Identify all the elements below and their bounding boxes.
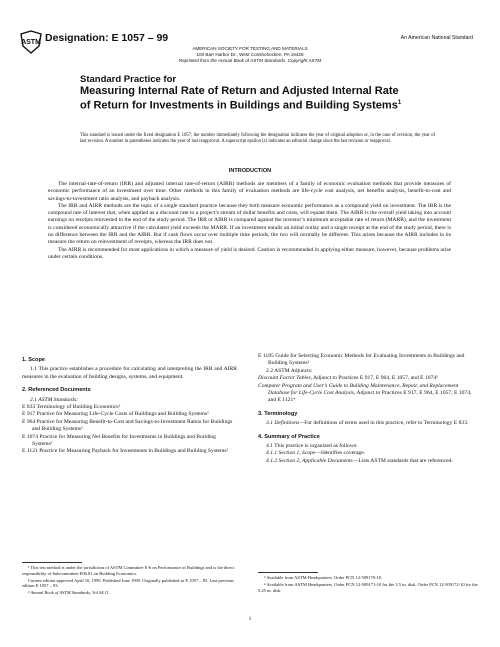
reference-item: E 1185 Guide for Selecting Economic Methods for Evaluating Investments in Buildings and Building Systems² (258, 353, 465, 367)
summary-label: 4.1.2 Section 2, Applicable Documents (266, 457, 353, 464)
reference-item: E 833 Terminology of Building Economics² (22, 404, 121, 411)
issued-note: This standard is issued under the fixed designation E 1057; the number immediately following the designation indicates the year of original adoption or, in the case of revision, the year of last revision. A number in parentheses indicates the year of last reapproval. A superscript epsilon (ε) indicates an editorial change since the last revision or reapproval. (80, 133, 435, 144)
national-standard-label: An American National Standard (400, 35, 473, 41)
footnote-divider (258, 572, 318, 573)
adjuncts-heading: 2.2 ASTM Adjuncts: (266, 367, 313, 374)
adjunct-rest: Adjunct to Practices E 917, E 964, E 1057, and E 1074³ (312, 375, 438, 382)
designation: Designation: E 1057 – 99 (45, 32, 169, 44)
footnote: Current edition approved April 10, 1999. Published June 1999. Originally published as E 1057 – 85. Last previous edition E 1057 – 93. (22, 577, 234, 589)
adjunct-item (258, 383, 478, 405)
title-prefix: Standard Practice for (80, 74, 177, 85)
scope-heading: 1. Scope (22, 357, 46, 363)
reference-item: E 917 Practice for Measuring Life-Cycle Costs of Buildings and Building Systems² (22, 411, 209, 418)
terminology-label: 3.1 Definitions— (266, 420, 305, 427)
summary-text: —Lists ASTM standards that are referenced. (352, 457, 453, 464)
intro-paragraph: The IRR and AIRR methods are the topic of a single standard practice because they both measure economic performance as a compound yield on investment. The IRR is the compound rate of interest that, when applied as a discount rate to a project’s stream of dollar benefits and costs, will equate them. The AIRR is the overall yield taking into account earnings on receipts reinvested to the end of the study period. The IRR or AIRR is compared against the investor’s minimum acceptable rate of return (MARR), and the investment is considered economically attractive if the calculated yield exceeds the MARR. If an investment entails an initial outlay and a single receipt at the end of the study period, there is no difference between the IRR and the AIRR. But if cash flows occur over multiple time periods, the two will normally be different. This arises because the AIRR includes in its measure the return on reinvestment of receipts, whereas the IRR does not. (48, 202, 451, 246)
page-number: 1 (248, 616, 252, 622)
summary-heading: 4. Summary of Practice (258, 433, 320, 440)
intro-paragraph: The internal-rate-of-return (IRR) and adjusted internal rate-of-return (AIRR) methods are members of a family of economic evaluation methods that provide measures of economic performance of an investment over time. Other methods in this family of evaluation methods are life-cycle cost analysis, net benefits analysis, benefit-to-cost and savings-to-investment ratio analysis, and payback analysis. (48, 181, 451, 202)
title-main-text: Measuring Internal Rate of Return and Adjusted Internal Rate of Return for Investments in Buildings and Building Systems (80, 85, 399, 112)
references-subheading: 2.1 ASTM Standards: (30, 396, 79, 403)
footnote: ³ Available from ASTM Headquarters. Order PCN 12-509170-10. (264, 575, 383, 580)
intro-paragraph: The AIRR is recommended for most applications in which a measure of yield is desired. Caution is recommended in applying either measure, however, because problems arise under certain conditions. (48, 246, 451, 260)
scope-text: 1.1 This practice establishes a procedure for calculating and interpreting the IRR and AIRR measures in the evaluation of building designs, systems, and equipment. (22, 366, 237, 380)
title-main: Measuring Internal Rate of Return and Adjusted Internal Rate of Return for Investments in Buildings and Building Systems$^1$ (80, 85, 402, 112)
footnote-divider (22, 562, 82, 563)
adjunct-title: Discount Factor Tables, (258, 375, 313, 382)
society-block (0, 46, 500, 64)
adjunct-rest: Adjunct to Practices E 917, E 964, E 1057, E 1074, and E 1121⁴ (268, 390, 472, 404)
introduction-body (48, 181, 451, 261)
summary-item (258, 458, 478, 465)
reference-item: E 964 Practice for Measuring Benefit-to-Cost and Savings-to-Investment Ratios for Buildings and Building Systems² (22, 418, 233, 433)
footnote: ⁴ Available from ASTM Headquarters. Order PCN 12-509171-10 for the 3.5 in. disk. Order PCN 12-509172-10 for the 5.25 in. disk. (258, 581, 478, 593)
society-line: 100 Barr Harbor Dr., West Conshohocken, PA 19428 (196, 52, 304, 57)
footnote: ² Annual Book of ASTM Standards, Vol 04.11. (28, 590, 110, 596)
terminology-heading: 3. Terminology (258, 410, 298, 417)
footnotes-left (22, 565, 237, 597)
reference-item: E 1121 Practice for Measuring Payback for Investments in Buildings and Building Systems² (22, 448, 229, 455)
right-column (258, 353, 478, 465)
adjunct-title: Computer Program and User’s Guide to Building Maintenance, Repair, and Replacement Database for Life-Cycle Cost Analysis, (258, 382, 459, 397)
svg-text:ASTM: ASTM (21, 39, 41, 46)
terminology-text (258, 420, 478, 427)
terminology-body: For definitions of terms used in this practice, refer to Terminology E 833. (304, 420, 469, 427)
society-line: AMERICAN SOCIETY FOR TESTING AND MATERIALS (192, 46, 308, 51)
footnotes-right (258, 575, 480, 594)
summary-item: 4.1 This practice is organized as follows: (266, 443, 358, 450)
references-heading: 2. Referenced Documents (22, 387, 91, 394)
summary-label: 4.1.1 Section 1, Scope (266, 450, 316, 457)
footnote: ¹ This test method is under the jurisdiction of ASTM Committee E-6 on Performance of Buildings and is the direct responsibility of Subcommittee E06.81 on Building Economics. (22, 565, 235, 576)
adjunct-item (258, 375, 478, 382)
document-title (80, 74, 410, 112)
summary-text: —Identifies coverage. (315, 450, 366, 457)
introduction-heading: INTRODUCTION (228, 168, 272, 174)
society-line: Reprinted from the Annual Book of ASTM Standards. Copyright ASTM (178, 58, 322, 63)
summary-item (258, 450, 478, 457)
reference-item: E 1074 Practice for Measuring Net Benefits for Investments in Buildings and Building Systems² (22, 433, 216, 448)
left-column (22, 353, 237, 456)
